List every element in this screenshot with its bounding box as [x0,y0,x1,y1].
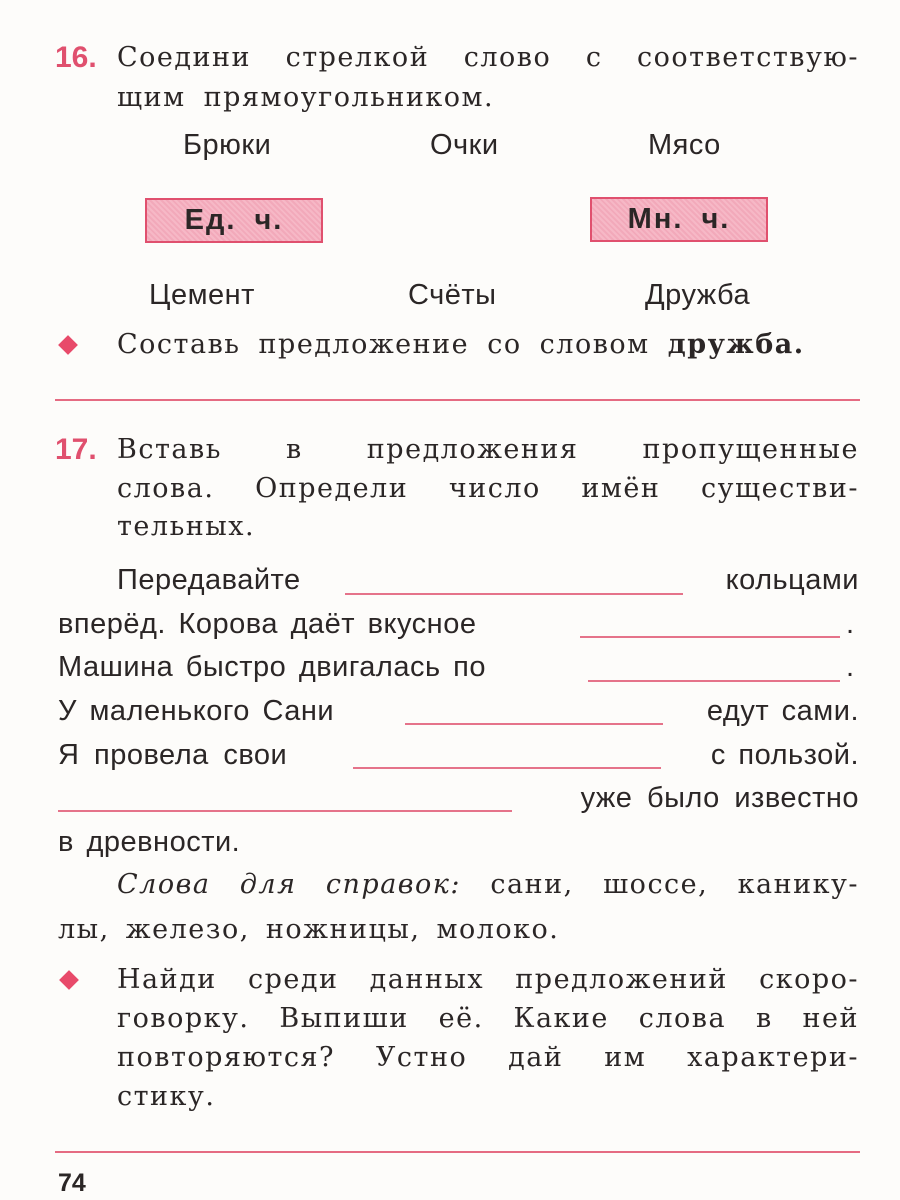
exercise-17-task-line: повторяются? Устно дай им характери- [117,1042,859,1073]
sentence-text: Передавайте [117,564,301,596]
exercise-17-task-line: стику. [117,1081,216,1112]
sentence-text: едут сами. [706,695,859,727]
fill-blank[interactable] [345,593,683,595]
plural-box-label: Мн. ч. [627,203,731,235]
page-number: 74 [58,1169,86,1197]
reference-label: Слова для справок: [117,869,461,900]
fill-blank[interactable] [58,810,512,812]
reference-words: лы, железо, ножницы, молоко. [58,914,560,945]
sentence-text: вперёд. Корова даёт вкусное [58,608,477,640]
task-word: дружба. [667,329,805,360]
task-prefix: Составь предложение со словом [117,329,650,360]
exercise-16-instruction-line: щим прямоугольником. [117,82,495,113]
sentence-text: уже было известно [580,782,859,814]
word-myaso[interactable]: Мясо [648,129,721,161]
exercise-17-task-line: Найди среди данных предложений скоро- [117,964,859,995]
exercise-17-instruction-line: Вставь в предложения пропущенные [117,434,859,465]
diamond-bullet-icon [58,335,78,355]
plural-box[interactable] [590,197,768,242]
word-druzhba[interactable]: Дружба [645,279,751,311]
sentence-text: . [846,608,855,640]
sentence-text: Я провела свои [58,739,288,771]
exercise-17-number: 17. [55,433,97,466]
fill-blank[interactable] [588,680,840,682]
exercise-16-number: 16. [55,41,97,74]
word-bryuki[interactable]: Брюки [183,129,272,161]
singular-box[interactable] [145,198,323,243]
exercise-16-task [117,327,805,363]
singular-box-label: Ед. ч. [184,204,284,236]
exercise-17-task-line: говорку. Выпиши её. Какие слова в ней [117,1003,859,1034]
fill-blank[interactable] [580,636,840,638]
answer-line[interactable] [55,399,860,401]
fill-blank[interactable] [405,723,663,725]
diamond-bullet-icon [59,970,79,990]
word-schety[interactable]: Счёты [408,279,497,311]
sentence-text: . [846,651,855,683]
sentence-text: Машина быстро двигалась по [58,651,486,683]
exercise-17-instruction-line: тельных. [117,511,256,542]
fill-blank[interactable] [353,767,661,769]
reference-words-line [117,867,859,903]
sentence-text: в древности. [58,826,241,858]
word-ochki[interactable]: Очки [430,129,499,161]
reference-words: сани, шоссе, канику- [490,869,859,900]
sentence-text: У маленького Сани [58,695,335,727]
sentence-text: кольцами [725,564,859,596]
answer-line[interactable] [55,1151,860,1153]
sentence-text: с пользой. [710,739,859,771]
exercise-16-instruction-line: Соедини стрелкой слово с соответствую- [117,42,859,73]
exercise-17-instruction-line: слова. Определи число имён существи- [117,473,859,504]
word-tsement[interactable]: Цемент [149,279,255,311]
